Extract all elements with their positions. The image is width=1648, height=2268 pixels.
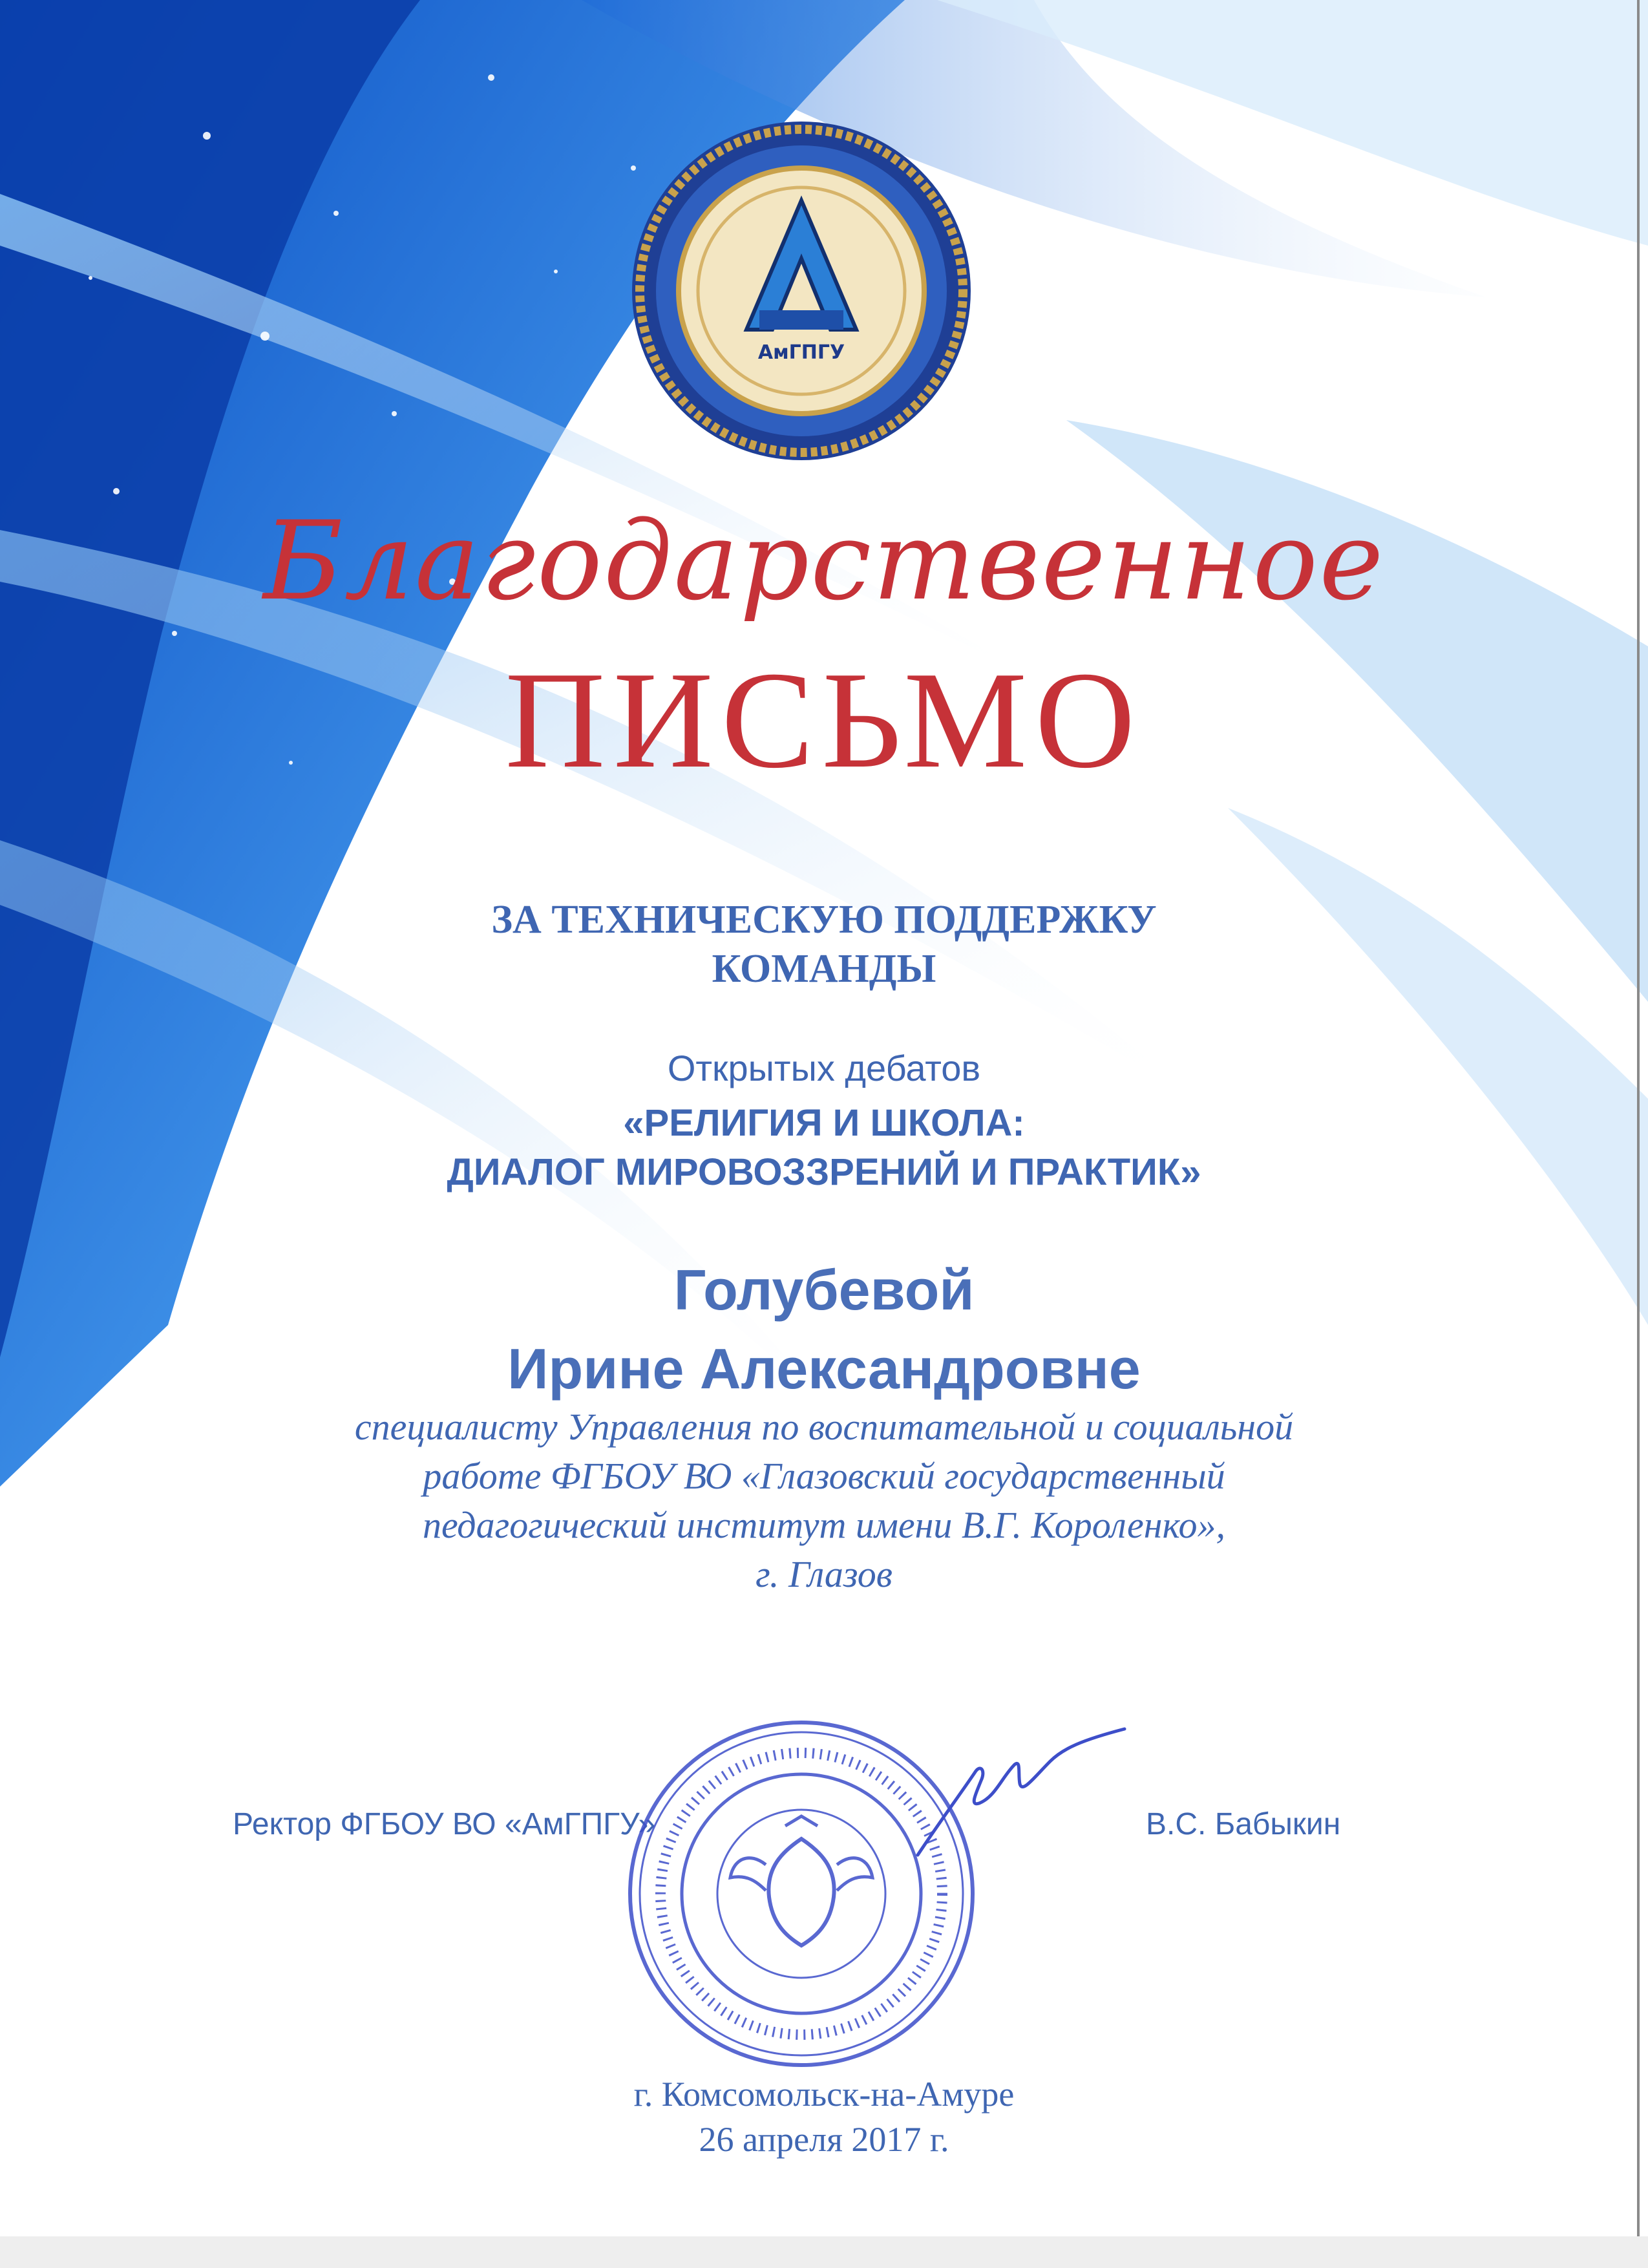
reason-line: КОМАНДЫ — [712, 947, 936, 991]
position-line: специалисту Управления по воспитательной и социальной — [354, 1406, 1294, 1448]
title-main: ПИСЬМО — [505, 642, 1143, 797]
title-script: Благодарственное — [263, 498, 1385, 624]
recipient-name — [0, 1251, 1648, 1408]
reason-line: ЗА ТЕХНИЧЕСКУЮ ПОДДЕРЖКУ — [491, 898, 1157, 942]
signatory-title: Ректор ФГБОУ ВО «АмГПГУ» — [233, 1807, 656, 1841]
footer-city: г. Комсомольск-на-Амуре — [633, 2075, 1015, 2114]
position-line: педагогический институт имени В.Г. Короленко», — [422, 1504, 1225, 1546]
recipient-surname: Голубевой — [673, 1258, 975, 1322]
event-name-line: «РЕЛИГИЯ И ШКОЛА: — [623, 1102, 1025, 1144]
event-name-line: ДИАЛОГ МИРОВОЗЗРЕНИЙ И ПРАКТИК» — [447, 1151, 1201, 1193]
footer-date: 26 апреля 2017 г. — [699, 2120, 949, 2159]
recipient-given-name: Ирине Александровне — [507, 1337, 1141, 1401]
position-line: работе ФГБОУ ВО «Глазовский государственный — [423, 1455, 1225, 1497]
university-emblem-icon — [627, 116, 976, 465]
event-name — [0, 1099, 1648, 1197]
reason-text — [0, 895, 1648, 993]
signatory-name: В.С. Бабыкин — [1146, 1807, 1341, 1841]
svg-text:АмГПГУ: АмГПГУ — [757, 341, 845, 364]
position-line: г. Глазов — [755, 1553, 893, 1595]
recipient-position — [0, 1403, 1648, 1599]
handwritten-signature-icon — [905, 1726, 1137, 1868]
footer — [0, 2072, 1648, 2162]
event-intro: Открытых дебатов — [667, 1048, 981, 1088]
